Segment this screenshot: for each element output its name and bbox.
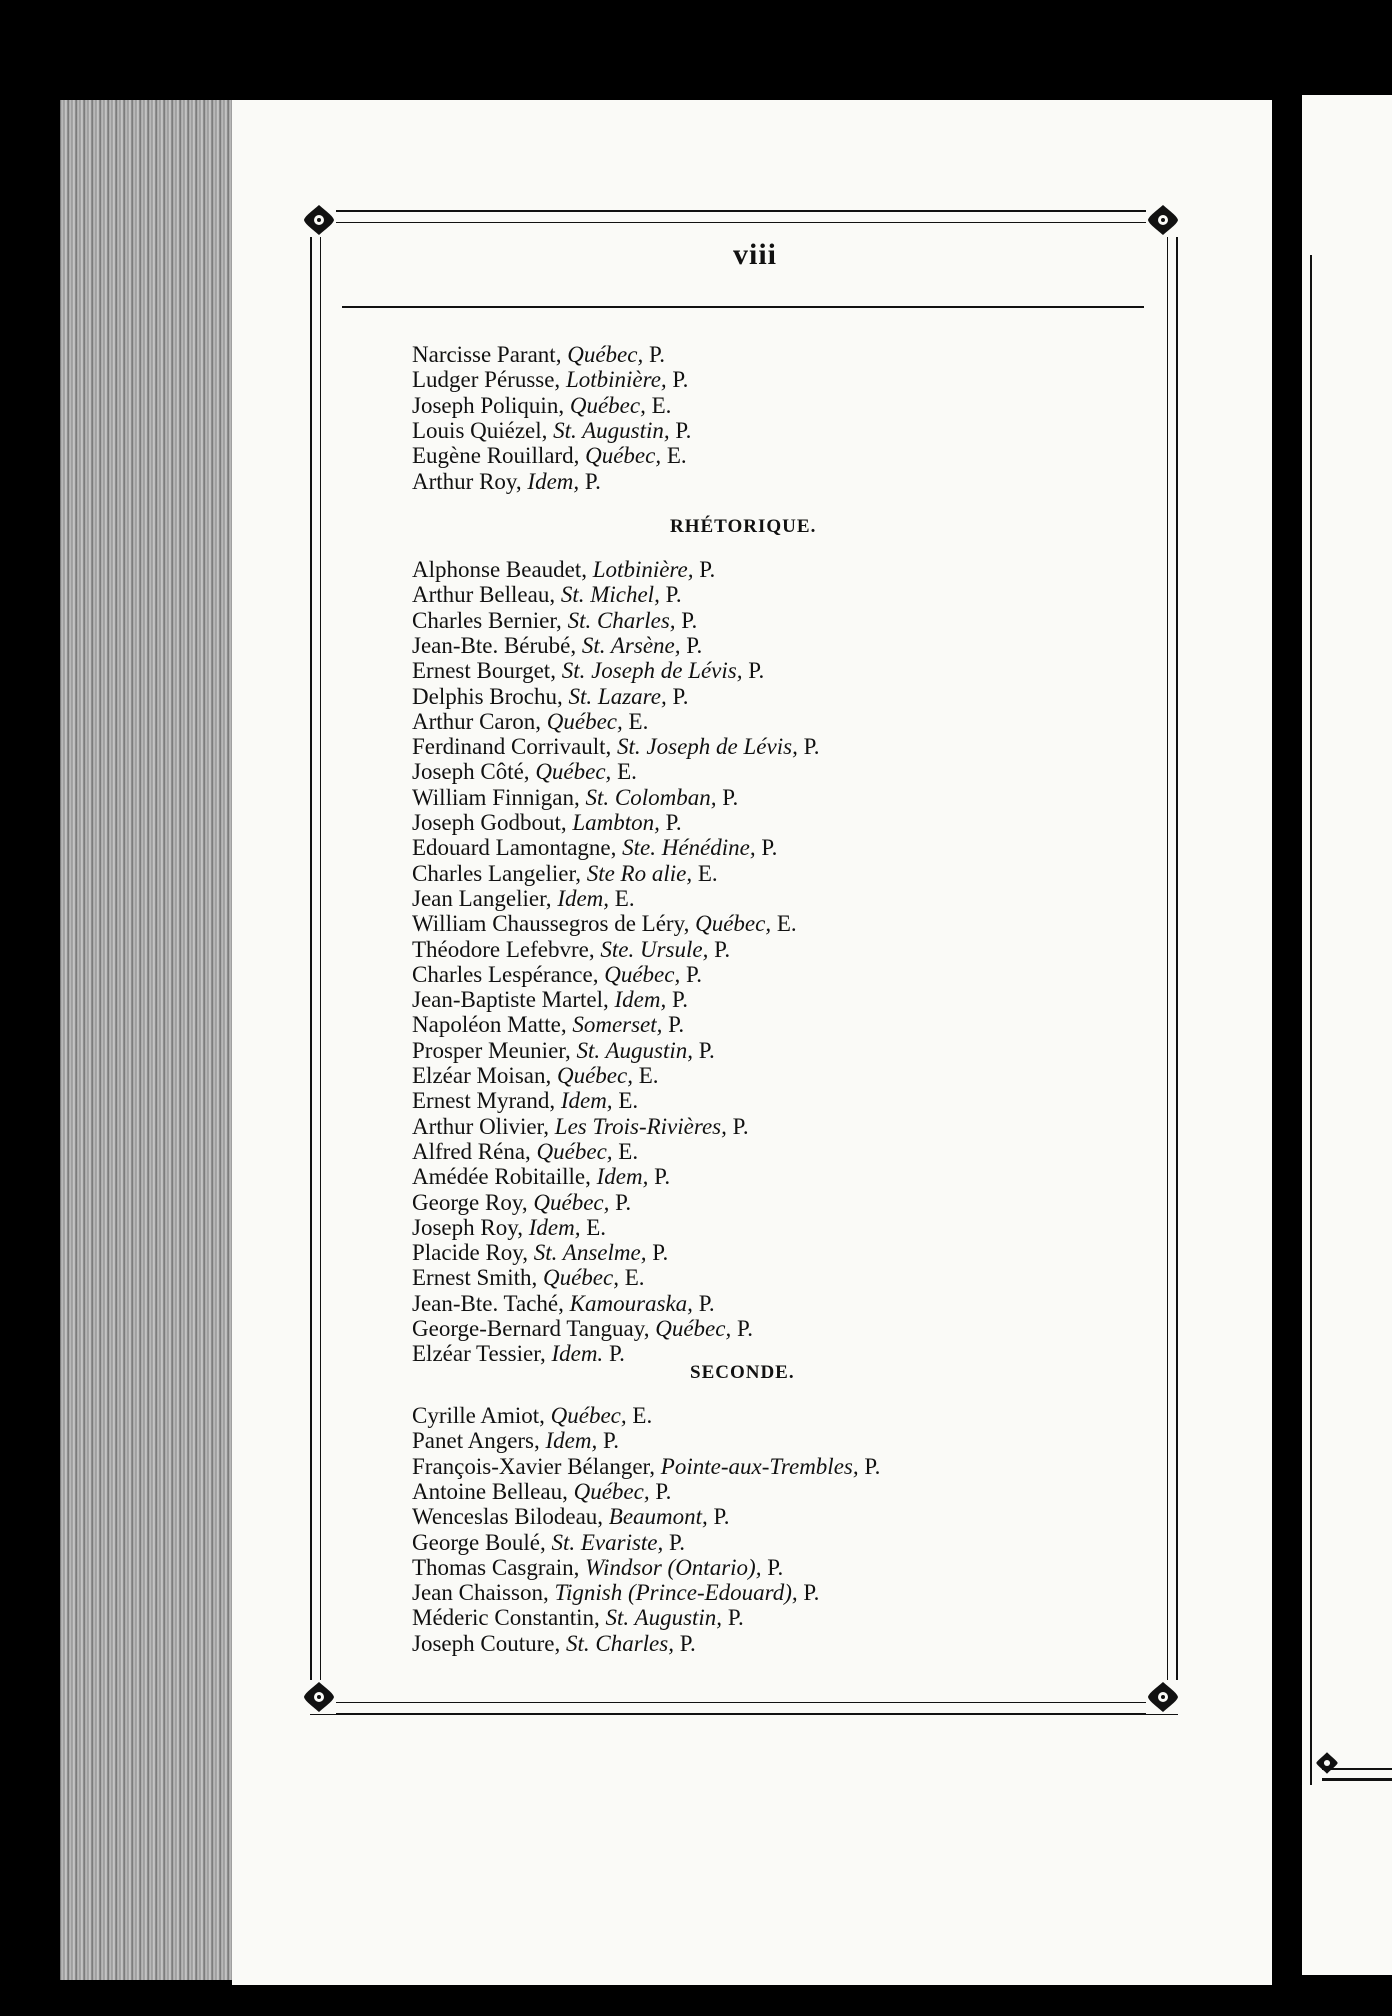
student-name: Eugène Rouillard, <box>412 443 580 469</box>
list-item <box>412 734 820 760</box>
student-place: Idem, <box>527 468 580 494</box>
student-name: Arthur Caron, <box>412 708 542 734</box>
student-status: E. <box>618 1138 639 1164</box>
student-place: Beaumont, <box>608 1504 708 1530</box>
list-item <box>412 1631 696 1657</box>
list-item <box>412 1088 638 1114</box>
student-name: Elzéar Tessier, <box>412 1341 546 1367</box>
student-status: P. <box>584 468 601 494</box>
list-item <box>412 835 777 861</box>
student-name: Placide Roy, <box>412 1240 529 1266</box>
student-status: P. <box>748 658 765 684</box>
student-status: E. <box>617 759 637 785</box>
student-status: E. <box>614 885 635 911</box>
student-place: Québec, <box>550 1403 627 1428</box>
student-name: Alphonse Beaudet, <box>412 557 588 582</box>
student-status: P. <box>608 1341 625 1367</box>
student-name: Arthur Olivier, <box>412 1113 550 1139</box>
student-place: Ste. Hénédine, <box>622 835 756 861</box>
list-item <box>412 886 635 912</box>
section-heading: SECONDE. <box>690 1362 795 1383</box>
student-place: Lambton, <box>572 810 660 835</box>
ornament-icon <box>1314 1750 1340 1776</box>
student-status: P. <box>761 835 778 861</box>
student-status: P. <box>698 1290 715 1316</box>
list-item <box>412 1454 880 1480</box>
list-item <box>412 1291 715 1317</box>
student-name: George-Bernard Tanguay, <box>412 1316 650 1341</box>
student-name: Edouard Lamontagne, <box>412 835 617 861</box>
student-status: P. <box>803 734 820 760</box>
student-status: P. <box>727 1605 744 1631</box>
student-place: Idem, <box>560 1088 613 1114</box>
student-status: P. <box>736 1316 753 1341</box>
student-status: E. <box>651 392 672 418</box>
student-status: E. <box>632 1403 653 1428</box>
student-place: Québec, <box>567 342 644 367</box>
student-name: Théodore Lefebvre, <box>412 936 595 962</box>
student-status: E. <box>638 1063 659 1088</box>
student-name: Napoléon Matte, <box>412 1012 567 1038</box>
student-name: Narcisse Parant, <box>412 342 562 367</box>
student-name: Jean Langelier, <box>412 885 552 911</box>
student-name: Méderic Constantin, <box>412 1605 600 1631</box>
student-place: Kamouraska, <box>569 1290 693 1316</box>
student-name: George Boulé, <box>412 1529 546 1555</box>
student-place: Québec, <box>536 1138 613 1164</box>
student-place: St. Michel, <box>560 582 660 608</box>
list-item <box>412 1428 619 1454</box>
student-status: E. <box>776 911 797 937</box>
list-item <box>412 557 715 583</box>
student-place: Ste. Ursule, <box>600 936 709 962</box>
student-status: E. <box>624 1265 645 1291</box>
list-item <box>412 709 648 735</box>
student-place: Tignish (Prince-Edouard), <box>554 1580 798 1606</box>
student-name: Joseph Roy, <box>412 1214 523 1240</box>
student-place: St. Augustin, <box>576 1037 694 1063</box>
student-name: Delphis Brochu, <box>412 683 563 709</box>
corner-ornament-icon <box>1146 203 1180 237</box>
student-place: Idem. <box>551 1341 604 1367</box>
student-status: P. <box>669 1529 686 1555</box>
student-name: Arthur Roy, <box>412 468 522 494</box>
student-name: Arthur Belleau, <box>412 582 556 608</box>
student-status: P. <box>652 1240 669 1266</box>
student-name: Jean Chaisson, <box>412 1580 549 1606</box>
student-status: P. <box>615 1189 632 1215</box>
book-page-edges <box>60 100 235 1980</box>
list-item <box>412 911 797 937</box>
student-place: Ste Ro alie, <box>586 860 693 886</box>
student-status: P. <box>864 1453 881 1479</box>
student-name: Jean-Bte. Bérubé, <box>412 632 577 658</box>
list-item <box>412 1555 783 1581</box>
student-place: St. Lazare, <box>568 683 667 709</box>
student-place: Québec, <box>569 392 646 418</box>
student-place: Windsor (Ontario), <box>585 1554 762 1580</box>
student-place: Idem, <box>545 1428 598 1454</box>
student-status: P. <box>603 1428 619 1454</box>
student-name: Ernest Myrand, <box>412 1088 556 1114</box>
student-place: Somerset, <box>572 1012 663 1038</box>
student-place: St. Anselme, <box>533 1240 647 1266</box>
student-name: William Finnigan, <box>412 784 580 810</box>
student-status: P. <box>648 342 665 367</box>
student-place: St. Charles, <box>565 1630 674 1656</box>
student-name: Cyrille Amiot, <box>412 1403 545 1428</box>
student-name: Ludger Pérusse, <box>412 367 561 393</box>
student-status: P. <box>732 1113 749 1139</box>
list-item <box>412 1164 670 1190</box>
list-item <box>412 759 637 785</box>
list-item <box>412 393 671 419</box>
list-item <box>412 987 688 1013</box>
student-name: François-Xavier Bélanger, <box>412 1453 656 1479</box>
list-item <box>412 342 665 368</box>
student-status: P. <box>654 1164 671 1190</box>
student-name: George Roy, <box>412 1189 528 1215</box>
student-place: St. Charles, <box>567 607 676 633</box>
student-name: Joseph Poliquin, <box>412 392 565 418</box>
list-item <box>412 1316 753 1342</box>
student-status: P. <box>681 607 698 633</box>
student-place: Lotbinière, <box>592 557 694 582</box>
student-place: Pointe-aux-Trembles, <box>660 1453 859 1479</box>
corner-ornament-icon <box>302 203 336 237</box>
list-item <box>412 684 688 710</box>
corner-ornament-icon <box>1146 1680 1180 1714</box>
student-name: Elzéar Moisan, <box>412 1063 552 1088</box>
student-place: Québec, <box>542 1265 619 1291</box>
list-item <box>412 785 738 811</box>
student-status: P. <box>675 417 692 443</box>
student-name: Joseph Godbout, <box>412 810 567 835</box>
facing-page-edge <box>1302 95 1392 1975</box>
student-status: P. <box>803 1580 820 1606</box>
student-place: Idem, <box>596 1164 649 1190</box>
list-item <box>412 1114 749 1140</box>
list-item <box>412 1605 744 1631</box>
student-name: Ernest Bourget, <box>412 658 556 684</box>
student-name: William Chaussegros de Léry, <box>412 911 690 937</box>
student-place: St. Joseph de Lévis, <box>561 658 743 684</box>
student-place: Idem, <box>614 987 667 1013</box>
section-heading: RHÉTORIQUE. <box>670 516 817 537</box>
page-number: viii <box>732 238 777 271</box>
list-item <box>412 1341 625 1367</box>
student-status: P. <box>698 1037 715 1063</box>
student-place: St. Augustin, <box>605 1605 723 1631</box>
list-item <box>412 1240 668 1266</box>
list-item <box>412 1265 645 1291</box>
corner-ornament-icon <box>302 1680 336 1714</box>
student-status: P. <box>679 1630 696 1656</box>
student-status: P. <box>699 557 716 582</box>
student-name: Charles Bernier, <box>412 607 562 633</box>
list-item <box>412 861 718 887</box>
student-place: Lotbinière, <box>565 367 667 393</box>
student-name: Joseph Côté, <box>412 759 530 785</box>
student-status: P. <box>655 1478 672 1504</box>
student-name: Amédée Robitaille, <box>412 1164 591 1190</box>
student-name: Ernest Smith, <box>412 1265 538 1291</box>
list-item <box>412 469 601 495</box>
student-name: Antoine Belleau, <box>412 1478 568 1504</box>
student-name: Charles Lespérance, <box>412 961 599 987</box>
list-item <box>412 633 702 659</box>
list-item <box>412 1504 730 1530</box>
list-item <box>412 658 764 684</box>
list-item <box>412 418 691 444</box>
student-place: Québec, <box>533 1189 610 1215</box>
student-name: Ferdinand Corrivault, <box>412 734 612 760</box>
student-status: P. <box>665 810 682 835</box>
student-status: P. <box>767 1554 784 1580</box>
student-name: Louis Quiézel, <box>412 417 548 443</box>
student-name: Wenceslas Bilodeau, <box>412 1504 604 1530</box>
student-place: St. Arsène, <box>581 632 681 658</box>
student-status: P. <box>714 936 731 962</box>
student-place: Idem, <box>528 1214 581 1240</box>
student-name: Joseph Couture, <box>412 1630 561 1656</box>
list-item <box>412 1479 671 1505</box>
list-item <box>412 582 682 608</box>
list-item <box>412 608 697 634</box>
student-status: E. <box>628 708 649 734</box>
student-status: P. <box>685 961 702 987</box>
student-place: St. Evariste, <box>551 1529 664 1555</box>
student-place: Québec, <box>546 708 623 734</box>
student-place: St. Augustin, <box>553 417 670 443</box>
list-item <box>412 1063 659 1089</box>
list-item <box>412 937 730 963</box>
student-status: P. <box>722 784 739 810</box>
student-status: P. <box>668 1012 685 1038</box>
student-status: P. <box>671 987 688 1013</box>
list-item <box>412 1580 819 1606</box>
list-item <box>412 1139 638 1165</box>
student-name: Thomas Casgrain, <box>412 1554 580 1580</box>
list-item <box>412 1190 631 1216</box>
student-name: Jean-Bte. Taché, <box>412 1290 564 1316</box>
student-place: Québec, <box>655 1316 732 1341</box>
student-place: Les Trois-Rivières, <box>554 1113 727 1139</box>
student-status: P. <box>713 1504 730 1530</box>
student-status: P. <box>665 582 682 608</box>
student-status: P. <box>672 683 689 709</box>
student-name: Panet Angers, <box>412 1428 540 1454</box>
list-item <box>412 1012 684 1038</box>
student-place: Québec, <box>535 759 612 785</box>
student-status: E. <box>666 443 687 469</box>
list-item <box>412 810 682 836</box>
student-status: P. <box>686 632 703 658</box>
header-rule <box>342 306 1144 308</box>
list-item <box>412 1038 715 1064</box>
student-status: E. <box>618 1088 639 1114</box>
student-place: Québec, <box>604 961 681 987</box>
student-place: Québec, <box>573 1478 650 1504</box>
list-item <box>412 443 687 469</box>
student-status: E. <box>697 860 718 886</box>
list-item <box>412 367 688 393</box>
student-place: Québec, <box>585 443 662 469</box>
student-name: Jean-Baptiste Martel, <box>412 987 609 1013</box>
student-status: E. <box>586 1214 607 1240</box>
student-place: Québec, <box>556 1063 633 1088</box>
list-item <box>412 962 702 988</box>
student-place: Québec, <box>695 911 772 937</box>
student-name: Charles Langelier, <box>412 860 581 886</box>
list-item <box>412 1215 606 1241</box>
student-name: Prosper Meunier, <box>412 1037 571 1063</box>
student-place: St. Joseph de Lévis, <box>617 734 798 760</box>
student-place: St. Colomban, <box>585 784 717 810</box>
list-item <box>412 1530 685 1556</box>
student-name: Alfred Réna, <box>412 1138 531 1164</box>
list-item <box>412 1403 652 1429</box>
student-status: P. <box>672 367 689 393</box>
student-place: Idem, <box>557 885 610 911</box>
